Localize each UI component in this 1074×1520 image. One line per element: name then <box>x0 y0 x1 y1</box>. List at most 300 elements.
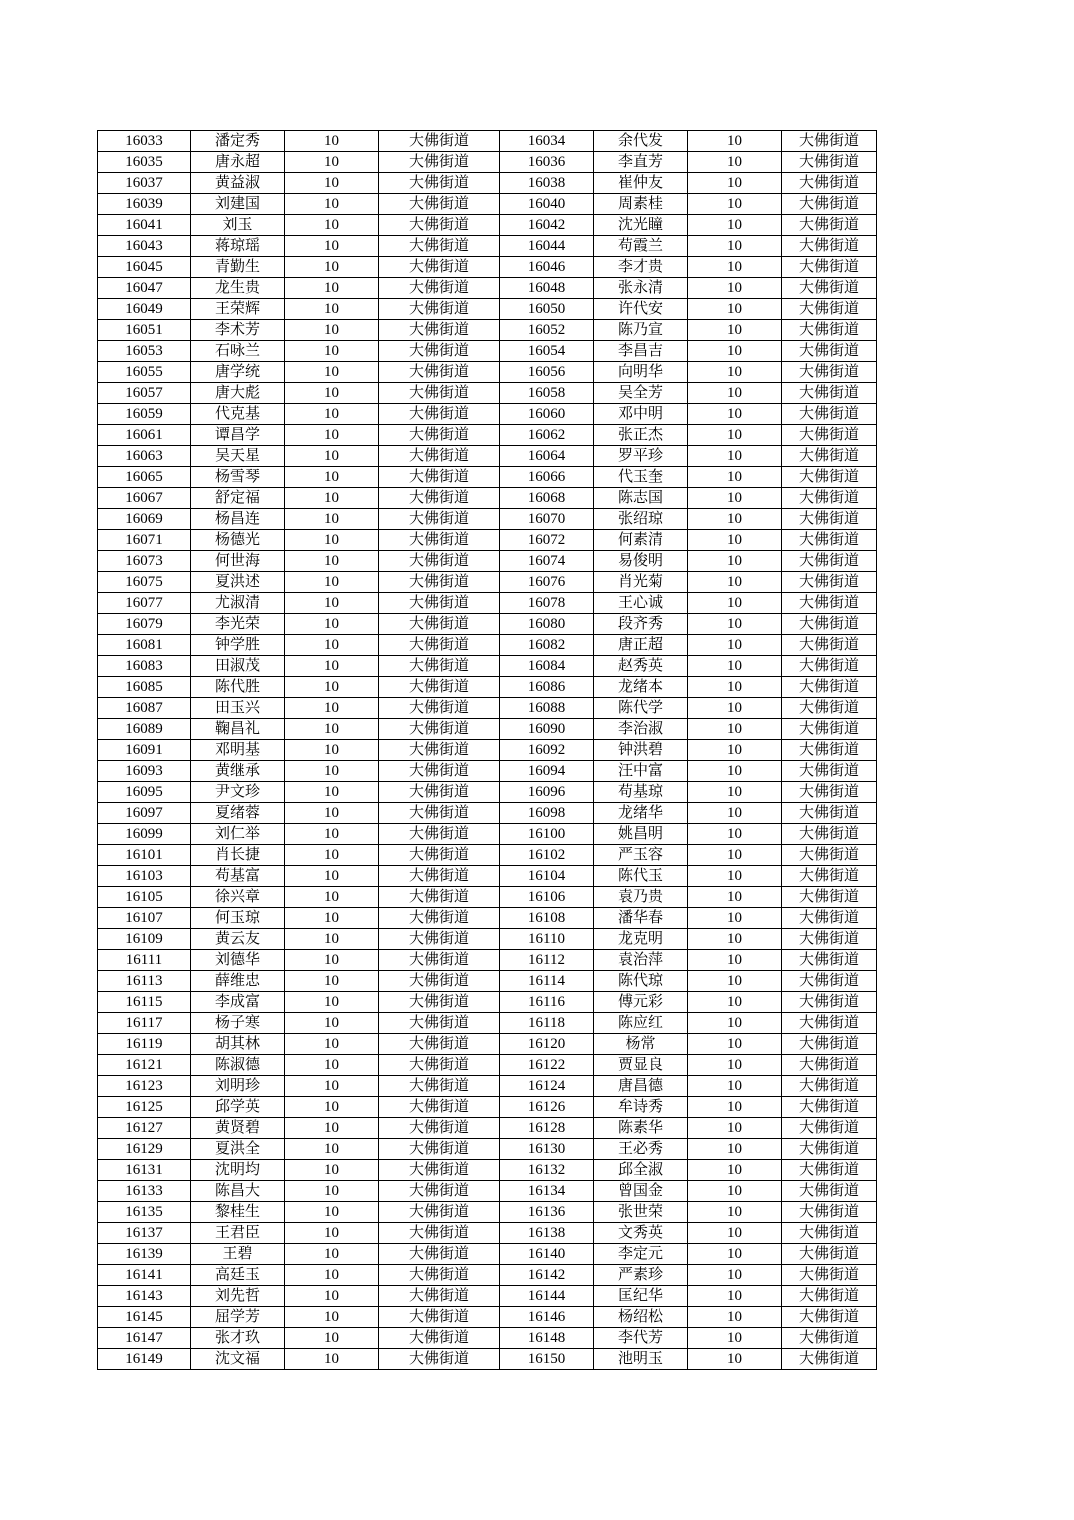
name-cell: 潘定秀 <box>191 131 285 152</box>
table-row <box>98 803 877 824</box>
district-cell: 大佛街道 <box>782 551 877 572</box>
district-cell: 大佛街道 <box>782 740 877 761</box>
amount-cell: 10 <box>285 908 379 929</box>
id-cell: 16076 <box>500 572 594 593</box>
district-cell: 大佛街道 <box>379 530 500 551</box>
district-cell: 大佛街道 <box>379 908 500 929</box>
district-cell: 大佛街道 <box>782 467 877 488</box>
district-cell: 大佛街道 <box>782 719 877 740</box>
table-row <box>98 173 877 194</box>
district-cell: 大佛街道 <box>379 320 500 341</box>
id-cell: 16072 <box>500 530 594 551</box>
district-cell: 大佛街道 <box>782 782 877 803</box>
table-row <box>98 278 877 299</box>
id-cell: 16142 <box>500 1265 594 1286</box>
amount-cell: 10 <box>285 1034 379 1055</box>
amount-cell: 10 <box>688 1328 782 1349</box>
id-cell: 16136 <box>500 1202 594 1223</box>
amount-cell: 10 <box>688 1223 782 1244</box>
id-cell: 16089 <box>98 719 191 740</box>
id-cell: 16053 <box>98 341 191 362</box>
name-cell: 钟学胜 <box>191 635 285 656</box>
district-cell: 大佛街道 <box>379 950 500 971</box>
name-cell: 尹文珍 <box>191 782 285 803</box>
district-cell: 大佛街道 <box>782 1118 877 1139</box>
district-cell: 大佛街道 <box>782 1265 877 1286</box>
district-cell: 大佛街道 <box>782 593 877 614</box>
amount-cell: 10 <box>285 1265 379 1286</box>
amount-cell: 10 <box>688 215 782 236</box>
name-cell: 薛维忠 <box>191 971 285 992</box>
name-cell: 周素桂 <box>594 194 688 215</box>
name-cell: 杨绍松 <box>594 1307 688 1328</box>
amount-cell: 10 <box>285 677 379 698</box>
id-cell: 16140 <box>500 1244 594 1265</box>
amount-cell: 10 <box>285 1223 379 1244</box>
name-cell: 夏绪蓉 <box>191 803 285 824</box>
amount-cell: 10 <box>285 341 379 362</box>
district-cell: 大佛街道 <box>782 1055 877 1076</box>
name-cell: 李昌吉 <box>594 341 688 362</box>
district-cell: 大佛街道 <box>782 509 877 530</box>
table-row <box>98 530 877 551</box>
name-cell: 刘明珍 <box>191 1076 285 1097</box>
id-cell: 16141 <box>98 1265 191 1286</box>
id-cell: 16150 <box>500 1349 594 1370</box>
id-cell: 16148 <box>500 1328 594 1349</box>
amount-cell: 10 <box>688 467 782 488</box>
name-cell: 罗平珍 <box>594 446 688 467</box>
amount-cell: 10 <box>688 1181 782 1202</box>
amount-cell: 10 <box>688 1034 782 1055</box>
district-cell: 大佛街道 <box>782 992 877 1013</box>
id-cell: 16135 <box>98 1202 191 1223</box>
table-row <box>98 1265 877 1286</box>
name-cell: 沈文福 <box>191 1349 285 1370</box>
name-cell: 刘先哲 <box>191 1286 285 1307</box>
amount-cell: 10 <box>285 845 379 866</box>
district-cell: 大佛街道 <box>782 635 877 656</box>
name-cell: 刘仁举 <box>191 824 285 845</box>
table-row <box>98 509 877 530</box>
id-cell: 16130 <box>500 1139 594 1160</box>
table-row <box>98 152 877 173</box>
district-cell: 大佛街道 <box>782 1013 877 1034</box>
district-cell: 大佛街道 <box>379 509 500 530</box>
table-row <box>98 824 877 845</box>
id-cell: 16033 <box>98 131 191 152</box>
amount-cell: 10 <box>285 236 379 257</box>
id-cell: 16138 <box>500 1223 594 1244</box>
amount-cell: 10 <box>285 992 379 1013</box>
district-cell: 大佛街道 <box>379 824 500 845</box>
id-cell: 16101 <box>98 845 191 866</box>
district-cell: 大佛街道 <box>782 971 877 992</box>
district-cell: 大佛街道 <box>782 1244 877 1265</box>
district-cell: 大佛街道 <box>379 551 500 572</box>
district-cell: 大佛街道 <box>782 1160 877 1181</box>
id-cell: 16120 <box>500 1034 594 1055</box>
name-cell: 田淑茂 <box>191 656 285 677</box>
amount-cell: 10 <box>285 698 379 719</box>
id-cell: 16081 <box>98 635 191 656</box>
id-cell: 16105 <box>98 887 191 908</box>
district-cell: 大佛街道 <box>782 908 877 929</box>
district-cell: 大佛街道 <box>782 215 877 236</box>
id-cell: 16116 <box>500 992 594 1013</box>
name-cell: 龙绪本 <box>594 677 688 698</box>
id-cell: 16112 <box>500 950 594 971</box>
district-cell: 大佛街道 <box>782 1076 877 1097</box>
name-cell: 张正杰 <box>594 425 688 446</box>
district-cell: 大佛街道 <box>782 341 877 362</box>
name-cell: 陈昌大 <box>191 1181 285 1202</box>
amount-cell: 10 <box>285 404 379 425</box>
id-cell: 16038 <box>500 173 594 194</box>
district-cell: 大佛街道 <box>379 1139 500 1160</box>
amount-cell: 10 <box>688 152 782 173</box>
table-row <box>98 320 877 341</box>
table-row <box>98 1013 877 1034</box>
district-cell: 大佛街道 <box>379 152 500 173</box>
district-cell: 大佛街道 <box>379 1349 500 1370</box>
amount-cell: 10 <box>285 1013 379 1034</box>
table-row <box>98 194 877 215</box>
amount-cell: 10 <box>285 1244 379 1265</box>
name-cell: 夏洪述 <box>191 572 285 593</box>
district-cell: 大佛街道 <box>379 1286 500 1307</box>
amount-cell: 10 <box>688 1286 782 1307</box>
district-cell: 大佛街道 <box>379 236 500 257</box>
name-cell: 李术芳 <box>191 320 285 341</box>
id-cell: 16128 <box>500 1118 594 1139</box>
id-cell: 16121 <box>98 1055 191 1076</box>
name-cell: 汪中富 <box>594 761 688 782</box>
district-cell: 大佛街道 <box>782 446 877 467</box>
district-cell: 大佛街道 <box>379 1244 500 1265</box>
table-row <box>98 614 877 635</box>
name-cell: 曾国金 <box>594 1181 688 1202</box>
district-cell: 大佛街道 <box>379 278 500 299</box>
name-cell: 何玉琼 <box>191 908 285 929</box>
name-cell: 段齐秀 <box>594 614 688 635</box>
district-cell: 大佛街道 <box>379 1118 500 1139</box>
amount-cell: 10 <box>285 1307 379 1328</box>
table-row <box>98 383 877 404</box>
id-cell: 16042 <box>500 215 594 236</box>
id-cell: 16085 <box>98 677 191 698</box>
name-cell: 李治淑 <box>594 719 688 740</box>
table-row <box>98 1244 877 1265</box>
id-cell: 16134 <box>500 1181 594 1202</box>
amount-cell: 10 <box>688 866 782 887</box>
amount-cell: 10 <box>688 509 782 530</box>
amount-cell: 10 <box>285 929 379 950</box>
table-row <box>98 572 877 593</box>
amount-cell: 10 <box>688 908 782 929</box>
amount-cell: 10 <box>285 320 379 341</box>
amount-cell: 10 <box>285 887 379 908</box>
amount-cell: 10 <box>688 425 782 446</box>
district-cell: 大佛街道 <box>379 341 500 362</box>
amount-cell: 10 <box>688 1349 782 1370</box>
amount-cell: 10 <box>285 635 379 656</box>
district-cell: 大佛街道 <box>379 1328 500 1349</box>
amount-cell: 10 <box>688 761 782 782</box>
id-cell: 16100 <box>500 824 594 845</box>
name-cell: 刘玉 <box>191 215 285 236</box>
id-cell: 16106 <box>500 887 594 908</box>
amount-cell: 10 <box>688 992 782 1013</box>
id-cell: 16132 <box>500 1160 594 1181</box>
district-cell: 大佛街道 <box>379 173 500 194</box>
district-cell: 大佛街道 <box>379 740 500 761</box>
name-cell: 徐兴章 <box>191 887 285 908</box>
amount-cell: 10 <box>285 446 379 467</box>
name-cell: 刘德华 <box>191 950 285 971</box>
amount-cell: 10 <box>285 194 379 215</box>
id-cell: 16047 <box>98 278 191 299</box>
amount-cell: 10 <box>688 1160 782 1181</box>
id-cell: 16123 <box>98 1076 191 1097</box>
name-cell: 王碧 <box>191 1244 285 1265</box>
table-row <box>98 1139 877 1160</box>
amount-cell: 10 <box>285 530 379 551</box>
name-cell: 唐昌德 <box>594 1076 688 1097</box>
name-cell: 袁乃贵 <box>594 887 688 908</box>
amount-cell: 10 <box>285 782 379 803</box>
table-row <box>98 299 877 320</box>
name-cell: 青勤生 <box>191 257 285 278</box>
district-cell: 大佛街道 <box>782 656 877 677</box>
name-cell: 黄益淑 <box>191 173 285 194</box>
id-cell: 16108 <box>500 908 594 929</box>
name-cell: 刘建国 <box>191 194 285 215</box>
name-cell: 何世海 <box>191 551 285 572</box>
amount-cell: 10 <box>688 887 782 908</box>
district-cell: 大佛街道 <box>379 257 500 278</box>
table-row <box>98 887 877 908</box>
id-cell: 16045 <box>98 257 191 278</box>
district-cell: 大佛街道 <box>782 929 877 950</box>
district-cell: 大佛街道 <box>379 194 500 215</box>
id-cell: 16124 <box>500 1076 594 1097</box>
district-cell: 大佛街道 <box>379 425 500 446</box>
district-cell: 大佛街道 <box>379 1076 500 1097</box>
id-cell: 16129 <box>98 1139 191 1160</box>
amount-cell: 10 <box>688 194 782 215</box>
name-cell: 唐永超 <box>191 152 285 173</box>
amount-cell: 10 <box>688 950 782 971</box>
id-cell: 16111 <box>98 950 191 971</box>
name-cell: 肖长捷 <box>191 845 285 866</box>
id-cell: 16040 <box>500 194 594 215</box>
amount-cell: 10 <box>285 551 379 572</box>
amount-cell: 10 <box>285 278 379 299</box>
district-cell: 大佛街道 <box>782 1181 877 1202</box>
amount-cell: 10 <box>285 803 379 824</box>
amount-cell: 10 <box>688 341 782 362</box>
district-cell: 大佛街道 <box>379 803 500 824</box>
id-cell: 16103 <box>98 866 191 887</box>
name-cell: 代克基 <box>191 404 285 425</box>
id-cell: 16080 <box>500 614 594 635</box>
id-cell: 16107 <box>98 908 191 929</box>
amount-cell: 10 <box>285 866 379 887</box>
name-cell: 舒定福 <box>191 488 285 509</box>
name-cell: 张世荣 <box>594 1202 688 1223</box>
id-cell: 16087 <box>98 698 191 719</box>
amount-cell: 10 <box>285 1076 379 1097</box>
id-cell: 16102 <box>500 845 594 866</box>
amount-cell: 10 <box>285 215 379 236</box>
name-cell: 石咏兰 <box>191 341 285 362</box>
table-row <box>98 341 877 362</box>
amount-cell: 10 <box>285 1286 379 1307</box>
district-cell: 大佛街道 <box>379 1160 500 1181</box>
district-cell: 大佛街道 <box>782 845 877 866</box>
amount-cell: 10 <box>688 1118 782 1139</box>
district-cell: 大佛街道 <box>782 425 877 446</box>
name-cell: 田玉兴 <box>191 698 285 719</box>
id-cell: 16074 <box>500 551 594 572</box>
district-cell: 大佛街道 <box>379 698 500 719</box>
amount-cell: 10 <box>285 761 379 782</box>
district-cell: 大佛街道 <box>782 257 877 278</box>
name-cell: 陈淑德 <box>191 1055 285 1076</box>
district-cell: 大佛街道 <box>379 845 500 866</box>
district-cell: 大佛街道 <box>782 1223 877 1244</box>
id-cell: 16077 <box>98 593 191 614</box>
id-cell: 16088 <box>500 698 594 719</box>
id-cell: 16090 <box>500 719 594 740</box>
name-cell: 高廷玉 <box>191 1265 285 1286</box>
name-cell: 代玉奎 <box>594 467 688 488</box>
amount-cell: 10 <box>688 1139 782 1160</box>
amount-cell: 10 <box>285 1118 379 1139</box>
district-cell: 大佛街道 <box>379 719 500 740</box>
name-cell: 李光荣 <box>191 614 285 635</box>
name-cell: 李代芳 <box>594 1328 688 1349</box>
district-cell: 大佛街道 <box>782 1286 877 1307</box>
name-cell: 崔仲友 <box>594 173 688 194</box>
district-cell: 大佛街道 <box>782 677 877 698</box>
district-cell: 大佛街道 <box>782 236 877 257</box>
name-cell: 唐大彪 <box>191 383 285 404</box>
id-cell: 16066 <box>500 467 594 488</box>
amount-cell: 10 <box>688 803 782 824</box>
id-cell: 16071 <box>98 530 191 551</box>
amount-cell: 10 <box>688 1244 782 1265</box>
id-cell: 16058 <box>500 383 594 404</box>
name-cell: 陈乃宣 <box>594 320 688 341</box>
district-cell: 大佛街道 <box>379 761 500 782</box>
district-cell: 大佛街道 <box>782 1307 877 1328</box>
id-cell: 16073 <box>98 551 191 572</box>
amount-cell: 10 <box>688 1202 782 1223</box>
id-cell: 16069 <box>98 509 191 530</box>
table-row <box>98 1202 877 1223</box>
district-cell: 大佛街道 <box>379 404 500 425</box>
amount-cell: 10 <box>285 131 379 152</box>
name-cell: 杨德光 <box>191 530 285 551</box>
id-cell: 16097 <box>98 803 191 824</box>
amount-cell: 10 <box>285 1055 379 1076</box>
district-cell: 大佛街道 <box>782 824 877 845</box>
name-cell: 何素清 <box>594 530 688 551</box>
district-cell: 大佛街道 <box>782 173 877 194</box>
name-cell: 赵秀英 <box>594 656 688 677</box>
amount-cell: 10 <box>285 593 379 614</box>
amount-cell: 10 <box>688 173 782 194</box>
district-cell: 大佛街道 <box>782 131 877 152</box>
amount-cell: 10 <box>688 446 782 467</box>
id-cell: 16131 <box>98 1160 191 1181</box>
district-cell: 大佛街道 <box>782 1034 877 1055</box>
amount-cell: 10 <box>688 614 782 635</box>
name-cell: 尤淑清 <box>191 593 285 614</box>
name-cell: 黄继承 <box>191 761 285 782</box>
id-cell: 16062 <box>500 425 594 446</box>
name-cell: 易俊明 <box>594 551 688 572</box>
amount-cell: 10 <box>688 698 782 719</box>
amount-cell: 10 <box>688 257 782 278</box>
name-cell: 肖光菊 <box>594 572 688 593</box>
district-cell: 大佛街道 <box>379 677 500 698</box>
id-cell: 16055 <box>98 362 191 383</box>
amount-cell: 10 <box>688 824 782 845</box>
amount-cell: 10 <box>285 425 379 446</box>
id-cell: 16113 <box>98 971 191 992</box>
name-cell: 姚昌明 <box>594 824 688 845</box>
district-cell: 大佛街道 <box>379 782 500 803</box>
name-cell: 沈光瞳 <box>594 215 688 236</box>
name-cell: 苟基琼 <box>594 782 688 803</box>
table-row <box>98 782 877 803</box>
table-row <box>98 1076 877 1097</box>
amount-cell: 10 <box>688 320 782 341</box>
id-cell: 16041 <box>98 215 191 236</box>
district-cell: 大佛街道 <box>782 1139 877 1160</box>
id-cell: 16043 <box>98 236 191 257</box>
amount-cell: 10 <box>688 593 782 614</box>
name-cell: 牟诗秀 <box>594 1097 688 1118</box>
id-cell: 16052 <box>500 320 594 341</box>
name-cell: 张永清 <box>594 278 688 299</box>
name-cell: 杨子寒 <box>191 1013 285 1034</box>
district-cell: 大佛街道 <box>379 362 500 383</box>
table-row <box>98 1307 877 1328</box>
table-row <box>98 1223 877 1244</box>
district-cell: 大佛街道 <box>379 656 500 677</box>
amount-cell: 10 <box>285 1139 379 1160</box>
roster-body <box>98 131 877 1370</box>
table-row <box>98 761 877 782</box>
district-cell: 大佛街道 <box>379 467 500 488</box>
id-cell: 16065 <box>98 467 191 488</box>
district-cell: 大佛街道 <box>782 299 877 320</box>
id-cell: 16054 <box>500 341 594 362</box>
id-cell: 16119 <box>98 1034 191 1055</box>
name-cell: 傅元彩 <box>594 992 688 1013</box>
table-row <box>98 1286 877 1307</box>
id-cell: 16070 <box>500 509 594 530</box>
name-cell: 黎桂生 <box>191 1202 285 1223</box>
id-cell: 16048 <box>500 278 594 299</box>
amount-cell: 10 <box>285 173 379 194</box>
table-row <box>98 425 877 446</box>
table-row <box>98 698 877 719</box>
